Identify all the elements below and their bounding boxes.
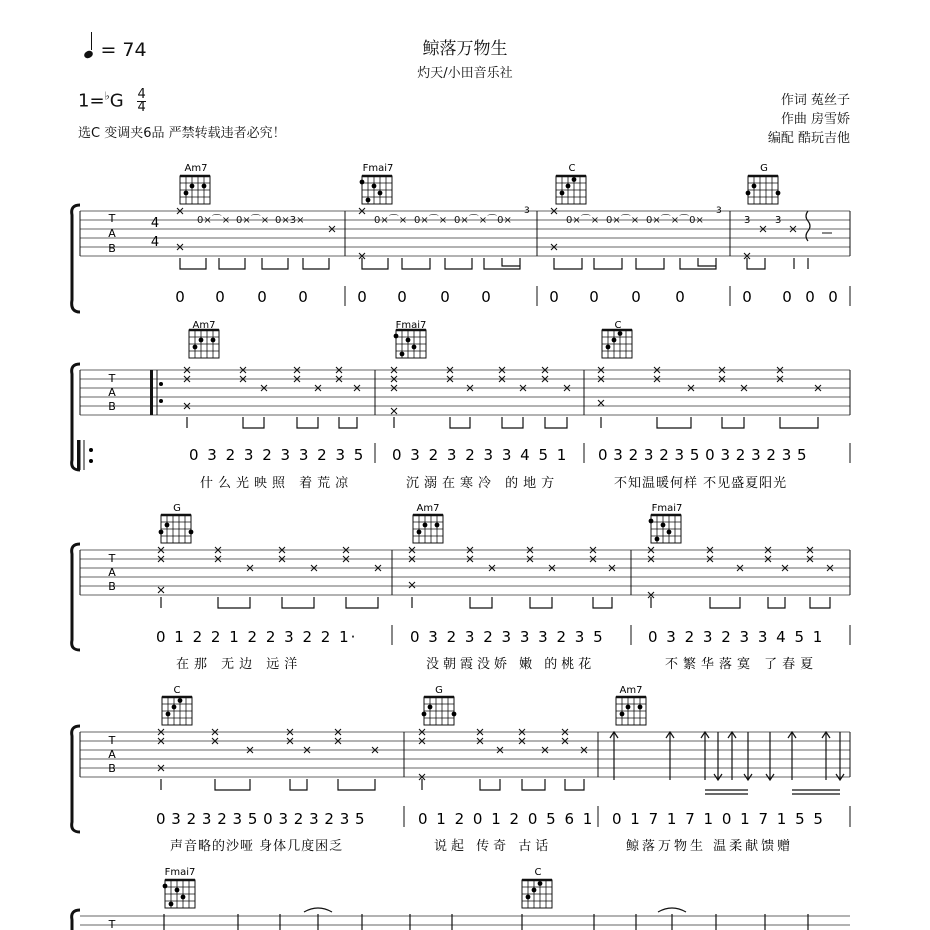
svg-text:B: B xyxy=(108,762,116,775)
time-sig-top: 4 xyxy=(137,87,146,102)
numbered-notes-m3: 0 1 7 1 7 1 0 1 7 1 5 5 xyxy=(612,810,825,828)
svg-text:0: 0 xyxy=(215,288,225,306)
chord-diagram-c xyxy=(162,697,192,725)
svg-text:B: B xyxy=(108,580,116,593)
composer-credit: 作曲 房雪娇 xyxy=(780,112,850,127)
svg-text:0: 0 xyxy=(742,288,752,306)
arranger-credit: 编配 酷玩吉他 xyxy=(767,131,850,146)
svg-text:T: T xyxy=(108,372,116,385)
svg-text:0×3×: 0×3× xyxy=(275,215,305,226)
chord-diagram-c xyxy=(556,176,586,204)
svg-text:T: T xyxy=(108,918,116,930)
chord-name: Fmai7 xyxy=(164,867,196,878)
svg-text:0: 0 xyxy=(631,288,641,306)
song-title: 鲸落万物生 xyxy=(422,39,508,59)
lyricist-credit: 作词 菟丝子 xyxy=(780,93,850,108)
chord-name: Am7 xyxy=(619,685,643,696)
svg-text:0: 0 xyxy=(481,288,491,306)
chord-diagram-g xyxy=(422,697,457,725)
chord-diagram-fmaj7 xyxy=(163,880,195,908)
lyrics-m1: 在那 无边 远洋 xyxy=(176,657,303,672)
chord-name: G xyxy=(173,503,181,514)
chord-name: G xyxy=(435,685,443,696)
chord-diagram-am7 xyxy=(189,330,219,358)
time-sig-bottom: 4 xyxy=(137,100,146,115)
tab-letter: B xyxy=(108,242,116,255)
chord-name: Am7 xyxy=(416,503,440,514)
svg-text:T: T xyxy=(108,734,116,747)
svg-text:0: 0 xyxy=(805,288,815,306)
tab-letter: A xyxy=(108,227,116,240)
svg-text:0: 0 xyxy=(440,288,450,306)
chord-diagram-am7 xyxy=(616,697,646,725)
time-sig-bottom: 4 xyxy=(150,235,160,250)
numbered-notes-m3: 0 3 2 3 2 3 5 0 3 2 3 2 3 5 xyxy=(598,446,808,464)
chord-diagram-fmaj7 xyxy=(360,176,392,204)
system-bracket xyxy=(72,205,80,312)
svg-text:0: 0 xyxy=(257,288,267,306)
system-3 xyxy=(72,503,850,672)
chord-name: G xyxy=(760,163,768,174)
chord-diagram-am7 xyxy=(180,176,210,204)
lyrics-m3: 不知温暖何样 不见盛夏阳光 xyxy=(614,476,788,491)
key-prefix: 1= xyxy=(78,90,105,112)
fret-number: 3 xyxy=(775,215,782,226)
chord-name: Fmai7 xyxy=(651,503,683,514)
chord-name: C xyxy=(568,163,576,174)
chord-diagram-am7 xyxy=(413,515,443,543)
capo-note: 选C 变调夹6品 严禁转载违者必究！ xyxy=(78,126,286,141)
svg-text:0: 0 xyxy=(589,288,599,306)
chord-diagram-fmaj7 xyxy=(649,515,681,543)
svg-text:0: 0 xyxy=(549,288,559,306)
time-sig-top: 4 xyxy=(150,216,160,231)
lyrics-m2: 没朝霞没娇 嫩 的桃花 xyxy=(426,657,596,672)
chord-name: Am7 xyxy=(192,320,216,331)
chord-diagram-fmaj7 xyxy=(394,330,426,358)
svg-text:A: A xyxy=(108,386,116,399)
chord-name: C xyxy=(614,320,622,331)
chord-name: C xyxy=(534,867,542,878)
lyrics-m3: 不繁华落寞 了春夏 xyxy=(665,657,819,672)
svg-text:0×⌒×: 0×⌒× xyxy=(606,215,640,226)
lyrics-m1: 声音略的沙哑 身体几度困乏 xyxy=(170,839,344,854)
song-subtitle: 灼天/小田音乐社 xyxy=(417,66,513,81)
flat-symbol: ♭ xyxy=(104,89,110,103)
svg-text:0×⌒×⌒0×: 0×⌒×⌒0× xyxy=(646,215,704,226)
numbered-notes-m1: 0 3 2 3 2 3 5 0 3 2 3 2 3 5 xyxy=(156,810,366,828)
svg-text:0: 0 xyxy=(397,288,407,306)
numbered-notes-m3: 0 3 2 3 2 3 3 4 5 1 xyxy=(648,628,825,646)
svg-text:A: A xyxy=(108,566,116,579)
system-4 xyxy=(72,685,850,854)
chord-name: C xyxy=(173,685,181,696)
numbered-notes-m2: 0 3 2 3 2 3 3 4 5 1 xyxy=(392,446,569,464)
svg-text:B: B xyxy=(108,400,116,413)
lyrics-m3: 鲸落万物生 温柔献馈赠 xyxy=(626,839,794,854)
system-2 xyxy=(72,320,850,491)
system-1 xyxy=(72,163,850,312)
svg-text:A: A xyxy=(108,748,116,761)
svg-text:0: 0 xyxy=(675,288,685,306)
chord-name: Fmai7 xyxy=(362,163,394,174)
chord-diagram-c xyxy=(522,880,552,908)
numbered-notes-m2: 0 3 2 3 2 3 3 3 2 3 5 xyxy=(410,628,605,646)
fret-number: 3 xyxy=(744,215,751,226)
svg-text:0×⌒×: 0×⌒× xyxy=(374,215,408,226)
lyrics-m2: 沉溺在寒冷 的地方 xyxy=(406,476,560,491)
chord-diagram-c xyxy=(602,330,632,358)
svg-text:T: T xyxy=(108,552,116,565)
svg-text:0: 0 xyxy=(828,288,838,306)
chord-diagram-g xyxy=(159,515,194,543)
svg-text:0: 0 xyxy=(298,288,308,306)
lyrics-m2: 说起 传奇 古话 xyxy=(434,839,553,854)
numbered-note: 0 xyxy=(175,288,185,306)
chord-diagram-g xyxy=(746,176,781,204)
lyrics-m1: 什么光映照 着荒凉 xyxy=(200,476,354,491)
key-note: G xyxy=(109,90,124,112)
svg-text:0×⌒×: 0×⌒× xyxy=(197,215,231,226)
numbered-notes-m1: 0 1 2 2 1 2 2 3 2 2 1· xyxy=(156,628,358,646)
tempo-value: = 74 xyxy=(100,39,147,61)
svg-text:0×⌒×: 0×⌒× xyxy=(414,215,448,226)
svg-text:0: 0 xyxy=(357,288,367,306)
fret-number: 3 xyxy=(524,206,530,216)
svg-text:0: 0 xyxy=(782,288,792,306)
chord-name: Am7 xyxy=(184,163,208,174)
numbered-notes-m1: 0 3 2 3 2 3 3 2 3 5 xyxy=(189,446,366,464)
svg-text:0×⌒×⌒0×: 0×⌒×⌒0× xyxy=(454,215,512,226)
numbered-notes-m2: 0 1 2 0 1 2 0 5 6 1 xyxy=(418,810,595,828)
system-5 xyxy=(72,867,850,930)
fret-number: 3 xyxy=(716,206,722,216)
svg-text:0×⌒×: 0×⌒× xyxy=(236,215,270,226)
svg-text:0×⌒×: 0×⌒× xyxy=(566,215,600,226)
tab-letter: T xyxy=(108,212,116,225)
chord-name: Fmai7 xyxy=(395,320,427,331)
